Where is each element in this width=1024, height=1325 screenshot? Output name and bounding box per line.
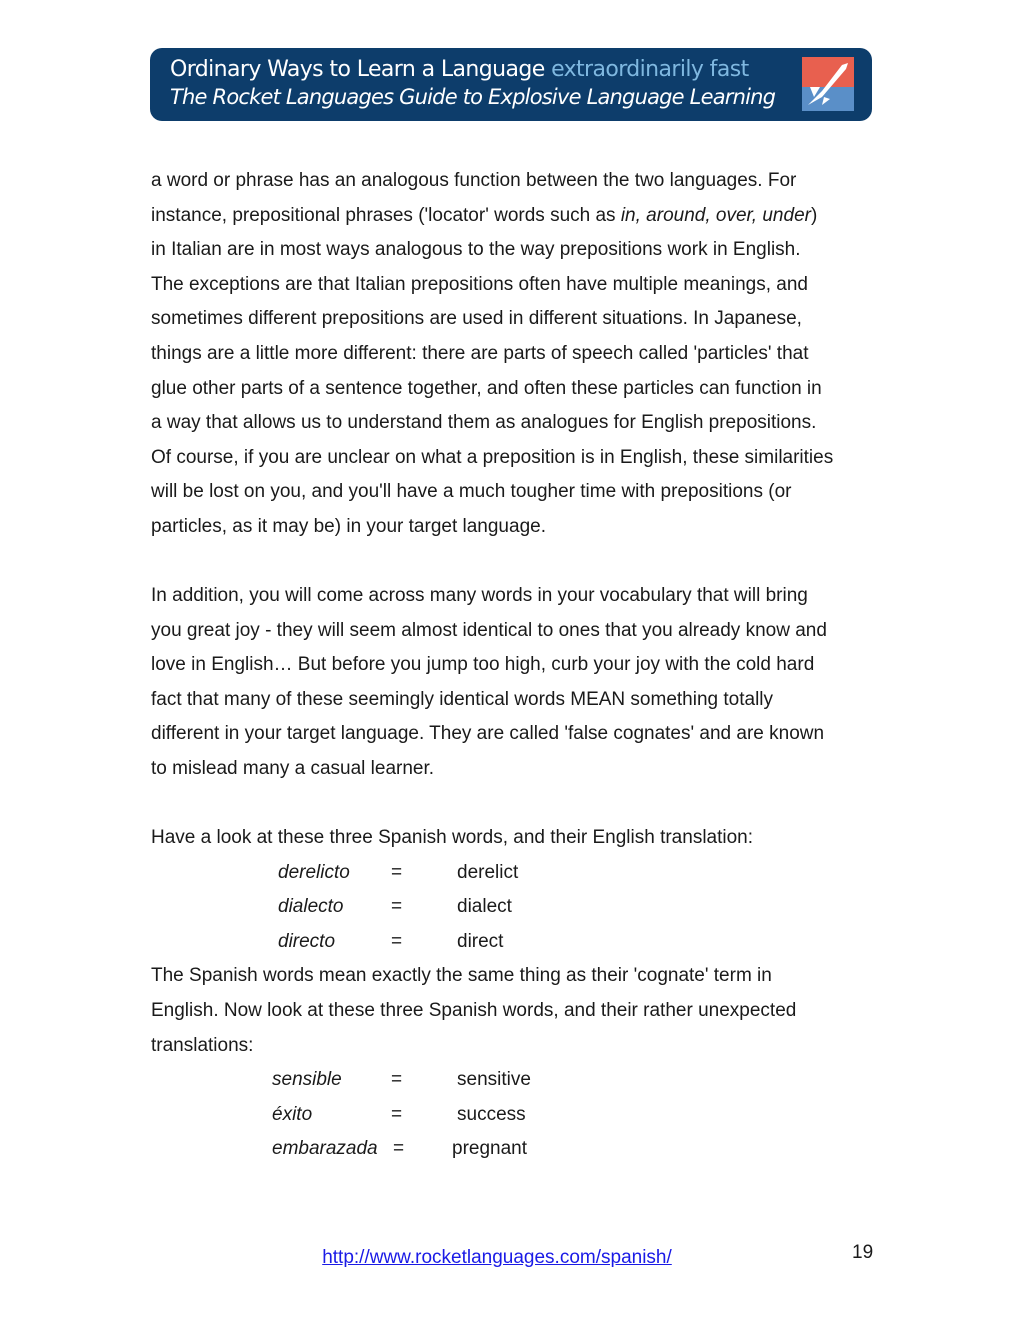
text-line: translations: (151, 1034, 254, 1056)
text-line: particles, as it may be) in your target language. (151, 515, 546, 537)
text-line: sometimes different prepositions are used in different situations. In Japanese, (151, 308, 802, 330)
english-word: derelict (457, 861, 519, 883)
text-line: in Italian are in most ways analogous to the way prepositions work in English. (151, 239, 801, 261)
english-word: pregnant (452, 1138, 528, 1160)
english-word: sensitive (457, 1069, 531, 1091)
text-line: fact that many of these seemingly identical words MEAN something totally (151, 688, 774, 710)
equals-sign: = (391, 930, 403, 952)
cognates-table (151, 856, 796, 960)
banner-title-main: Ordinary Ways to Learn a Language (170, 57, 545, 82)
banner-subtitle: The Rocket Languages Guide to Explosive Language Learning (170, 85, 776, 109)
text-line: love in English… But before you jump too high, curb your joy with the cold hard (151, 654, 815, 676)
text-line: a word or phrase has an analogous function between the two languages. For (151, 170, 797, 191)
cognate-row (151, 890, 796, 925)
text-line: The exceptions are that Italian prepositions often have multiple meanings, and (151, 273, 808, 295)
banner-title-accent: extraordinarily fast (551, 57, 749, 82)
paragraph-prepositions (151, 164, 833, 545)
rocket-logo-icon (802, 57, 854, 111)
text-line (151, 199, 833, 234)
text-span: instance, prepositional phrases ('locator' words such as (151, 204, 621, 226)
text-line: Of course, if you are unclear on what a preposition is in English, these similarities (151, 446, 834, 468)
spanish-word: dialecto (278, 896, 344, 918)
equals-sign: = (391, 1069, 403, 1091)
equals-sign: = (393, 1138, 405, 1160)
equals-sign: = (391, 896, 403, 918)
text-line: a way that allows us to understand them as analogues for English prepositions. (151, 412, 817, 434)
page-number: 19 (852, 1242, 874, 1263)
text-line: English. Now look at these three Spanish words, and their rather unexpected (151, 999, 797, 1021)
text-line: glue other parts of a sentence together, and often these particles can function in (151, 377, 822, 399)
header-banner (150, 48, 872, 121)
cognate-row (151, 925, 796, 960)
false-cognate-row (151, 1063, 796, 1098)
equals-sign: = (391, 861, 403, 883)
false-cognate-row (151, 1098, 796, 1133)
text-line: different in your target language. They are called 'false cognates' and are known (151, 723, 825, 745)
spanish-word: éxito (272, 1103, 313, 1125)
text-line: you great joy - they will seem almost identical to ones that you already know and (151, 619, 827, 641)
text-span: ) (810, 204, 818, 226)
cognate-row (151, 856, 796, 891)
english-word: dialect (457, 896, 512, 918)
italic-examples: in, around, over, under (620, 204, 811, 226)
spanish-word: sensible (272, 1069, 342, 1091)
paragraph-false-cognates-intro (151, 579, 827, 787)
text-line: will be lost on you, and you'll have a much tougher time with prepositions (or (151, 481, 792, 503)
spanish-word: embarazada (272, 1138, 378, 1160)
text-line: things are a little more different: there are parts of speech called 'particles' that (151, 342, 809, 364)
text-line: The Spanish words mean exactly the same thing as their 'cognate' term in (151, 965, 772, 987)
footer-url-link[interactable]: http://www.rocketlanguages.com/spanish/ (322, 1247, 672, 1268)
spanish-word: directo (278, 930, 336, 952)
banner-title (170, 56, 872, 84)
english-word: success (457, 1103, 526, 1125)
equals-sign: = (391, 1103, 403, 1125)
false-cognate-row (151, 1132, 796, 1167)
text-line: Have a look at these three Spanish words, and their English translation: (151, 827, 754, 848)
text-line: In addition, you will come across many words in your vocabulary that will bring (151, 585, 808, 606)
english-word: direct (457, 930, 504, 952)
false-cognates-table (151, 1063, 796, 1167)
paragraph-examples (151, 821, 796, 1167)
text-line: to mislead many a casual learner. (151, 757, 435, 779)
spanish-word: derelicto (278, 861, 350, 883)
